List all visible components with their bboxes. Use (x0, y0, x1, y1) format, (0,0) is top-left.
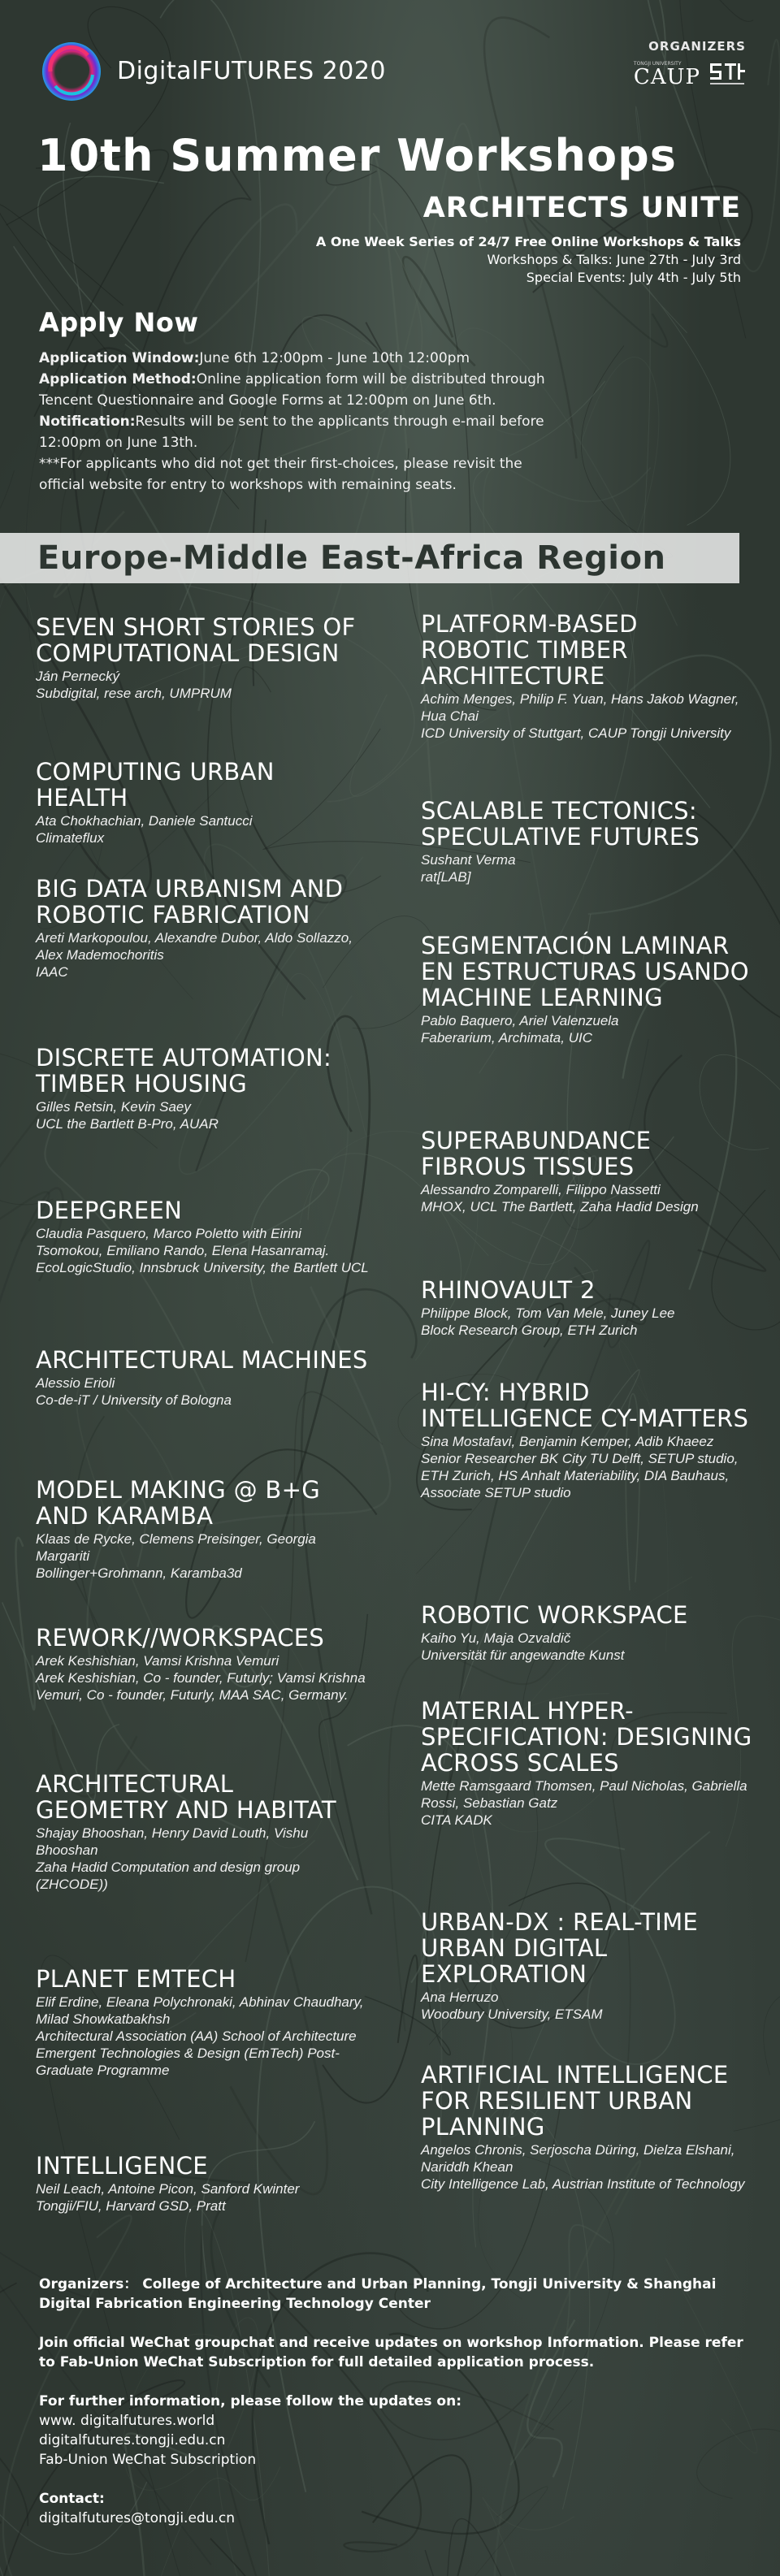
workshop-title: HI-CY: HYBRID INTELLIGENCE CY-MATTERS (421, 1379, 749, 1432)
workshop-authors: Claudia Pasquero, Marco Poletto with Eirini Tsomokou, Emiliano Rando, Elena Hasanramaj. EcoLogicStudio, Innsbruck University, the Bartlett UCL (36, 1226, 369, 1275)
right-workshop (421, 1128, 754, 1215)
right-workshop (421, 798, 754, 885)
footer-organizers: Organizers： College of Architecture and Urban Planning, Tongji University & Shanghai Digital Fabrication Engineering Technology Center (39, 2276, 717, 2312)
workshop-authors: Achim Menges, Philip F. Yuan, Hans Jakob Wagner, Hua Chai ICD University of Stuttgart, CAUP Tongji University (421, 691, 739, 741)
application-method (39, 369, 559, 411)
subtitle: ARCHITECTS UNITE (422, 192, 741, 224)
left-workshop (36, 1477, 369, 1582)
right-workshop (421, 1379, 754, 1501)
workshop-title: MODEL MAKING @ B+G AND KARAMBA (36, 1476, 320, 1530)
left-workshop (36, 2153, 369, 2214)
region-title: Europe-Middle East-Africa Region (37, 539, 666, 577)
workshop-title: BIG DATA URBANISM AND ROBOTIC FABRICATION (36, 875, 344, 929)
method-text: Online application form will be distributed through Tencent Questionnaire and Google Forms at 12:00pm on June 6th. (39, 371, 545, 409)
workshop-title: MATERIAL HYPER-SPECIFICATION: DESIGNING ACROSS SCALES (421, 1697, 752, 1777)
workshop-authors: Gilles Retsin, Kevin Saey UCL the Bartlett B-Pro, AUAR (36, 1099, 219, 1132)
window-text: June 6th 12:00pm - June 10th 12:00pm (199, 350, 470, 366)
right-workshop (421, 1602, 754, 1664)
texture-fiber (210, 2539, 294, 2576)
workshop-title: SEVEN SHORT STORIES OF COMPUTATIONAL DESIGN (36, 613, 356, 667)
right-workshop (421, 2062, 754, 2193)
workshop-title: REWORK//WORKSPACES (36, 1624, 325, 1652)
tagline-special: Special Events: July 4th - July 5th (526, 270, 741, 285)
method-label: Application Method: (39, 371, 197, 387)
workshop-authors: Arek Keshishian, Vamsi Krishna Vemuri Arek Keshishian, Co - founder, Futurly; Vamsi Krishna Vemuri, Co - founder, Futurly, MAA SAC, Germany. (36, 1653, 366, 1703)
workshop-authors: Areti Markopoulou, Alexandre Dubor, Aldo Sollazzo, Alex Mademochoritis IAAC (36, 930, 353, 980)
workshop-title: DEEPGREEN (36, 1197, 183, 1224)
footer-join: Join official WeChat groupchat and receive updates on workshop Information. Please refer to Fab-Union WeChat Subscription for full detailed application process. (39, 2335, 743, 2370)
caup-logo-text: CAUP (633, 65, 700, 89)
workshop-title: RHINOVAULT 2 (421, 1276, 596, 1304)
caup-logo-small: TONGJI UNIVERSITY (633, 61, 682, 67)
organizer-logos (634, 60, 746, 88)
workshop-authors: Philippe Block, Tom Van Mele, Juney Lee Block Research Group, ETH Zurich (421, 1305, 675, 1338)
workshop-authors: Pablo Baquero, Ariel Valenzuela Faberarium, Archimata, UIC (421, 1013, 619, 1046)
footer-link-tongji[interactable]: digitalfutures.tongji.edu.cn (39, 2432, 226, 2448)
left-workshop (36, 1771, 369, 1893)
workshop-authors: Neil Leach, Antoine Picon, Sanford Kwinter Tongji/FIU, Harvard GSD, Pratt (36, 2181, 300, 2214)
footer-info-heading: For further information, please follow the updates on: (39, 2393, 462, 2409)
right-workshop (421, 1698, 754, 1829)
workshop-title: PLANET EMTECH (36, 1965, 236, 1993)
tagline-series: A One Week Series of 24/7 Free Online Workshops & Talks (315, 234, 741, 249)
workshop-title: PLATFORM-BASED ROBOTIC TIMBER ARCHITECTURE (421, 610, 638, 690)
workshop-authors: Sushant Verma rat[LAB] (421, 852, 516, 885)
workshop-authors: Ana Herruzo Woodbury University, ETSAM (421, 1989, 603, 2022)
workshop-authors: Ján Pernecký Subdigital, rese arch, UMPRUM (36, 669, 232, 701)
workshop-title: URBAN-DX : REAL-TIME URBAN DIGITAL EXPLORATION (421, 1908, 699, 1988)
workshop-authors: Sina Mostafavi, Benjamin Kemper, Adib Khaeez Senior Researcher BK City TU Delft, SETUP studio, ETH Zurich, HS Anhalt Materiability, DIA Bauhaus, Associate SETUP studio (421, 1434, 739, 1500)
brand-name: DigitalFUTURES 2020 (117, 57, 387, 85)
workshop-authors: Angelos Chronis, Serjoscha Düring, Dielza Elshani, Nariddh Khean City Intelligence Lab, Austrian Institute of Technology (421, 2142, 745, 2192)
footer-info-lines (39, 2411, 746, 2470)
footer-contact-heading: Contact: (39, 2491, 105, 2507)
sfab-logo-icon (708, 60, 746, 88)
workshop-authors: Klaas de Rycke, Clemens Preisinger, Georgia Margariti Bollinger+Grohmann, Karamba3d (36, 1531, 316, 1581)
workshop-authors: Shajay Bhooshan, Henry David Louth, Vishu Bhooshan Zaha Hadid Computation and design group (ZHCODE)) (36, 1825, 309, 1892)
workshop-authors: Alessandro Zomparelli, Filippo Nassetti MHOX, UCL The Bartlett, Zaha Hadid Design (421, 1182, 699, 1214)
workshop-title: ARCHITECTURAL MACHINES (36, 1346, 368, 1374)
tagline-dates: Workshops & Talks: June 27th - July 3rd (487, 252, 741, 267)
left-workshop (36, 1625, 369, 1704)
left-workshop (36, 614, 369, 702)
brand-row (39, 39, 746, 104)
right-workshop (421, 1277, 754, 1339)
tagline (316, 233, 741, 287)
footer-link-website[interactable]: www. digitalfutures.world (39, 2413, 215, 2429)
digitalfutures-logo-icon (39, 39, 104, 104)
workshop-title: SCALABLE TECTONICS: SPECULATIVE FUTURES (421, 797, 700, 851)
left-workshop (36, 1197, 369, 1276)
notification-label: Notification: (39, 413, 136, 430)
workshop-authors: Mette Ramsgaard Thomsen, Paul Nicholas, Gabriella Rossi, Sebastian Gatz CITA KADK (421, 1778, 748, 1828)
workshop-title: ARTIFICIAL INTELLIGENCE FOR RESILIENT URBAN PLANNING (421, 2061, 729, 2141)
window-label: Application Window: (39, 350, 200, 366)
workshop-authors: Elif Erdine, Eleana Polychronaki, Abhinav Chaudhary, Milad Showkatbakhsh Architectural Association (AA) School of Architecture Emergent Technologies & Design (EmTech) Post-Graduate Programme (36, 1994, 364, 2078)
application-note: ***For applicants who did not get their first-choices, please revisit the official website for entry to workshops with remaining seats. (39, 456, 522, 493)
right-workshop (421, 1909, 754, 2023)
texture-fiber (0, 582, 41, 1158)
main-title: 10th Summer Workshops (37, 130, 677, 181)
caup-logo (634, 62, 700, 88)
footer-contact-email[interactable]: digitalfutures@tongji.edu.cn (39, 2510, 235, 2526)
workshop-authors: Kaiho Yu, Maja Ozvaldič Universität für angewandte Kunst (421, 1630, 625, 1663)
left-workshop (36, 1045, 369, 1132)
right-workshop (421, 933, 754, 1046)
workshop-title: ARCHITECTURAL GEOMETRY AND HABITAT (36, 1770, 336, 1824)
workshop-title: DISCRETE AUTOMATION: TIMBER HOUSING (36, 1044, 332, 1098)
organizers-block (634, 39, 746, 88)
left-workshop (36, 876, 369, 981)
footer-wechat: Fab-Union WeChat Subscription (39, 2452, 257, 2468)
texture-fiber (15, 1538, 34, 1710)
workshop-title: ROBOTIC WORKSPACE (421, 1601, 688, 1629)
apply-heading: Apply Now (39, 307, 199, 338)
right-workshop (421, 611, 754, 742)
texture-fiber (581, 345, 672, 558)
left-workshop (36, 759, 369, 846)
workshop-title: SUPERABUNDANCE FIBROUS TISSUES (421, 1127, 652, 1180)
workshop-title: COMPUTING URBAN HEALTH (36, 758, 275, 812)
left-workshop (36, 1347, 369, 1409)
notification-text: Results will be sent to the applicants through e-mail before 12:00pm on June 13th. (39, 413, 544, 451)
workshop-title: INTELLIGENCE (36, 2152, 208, 2180)
application-window (39, 348, 559, 369)
apply-section (39, 307, 559, 496)
workshop-authors: Alessio Erioli Co-de-iT / University of Bologna (36, 1375, 232, 1408)
region-banner (0, 533, 739, 583)
organizers-label: ORGANIZERS (648, 39, 746, 54)
workshop-title: SEGMENTACIÓN LAMINAR EN ESTRUCTURAS USANDO MACHINE LEARNING (421, 932, 749, 1011)
footer (39, 2275, 746, 2528)
left-workshop (36, 1966, 369, 2079)
workshop-authors: Ata Chokhachian, Daniele Santucci Climateflux (36, 813, 253, 846)
application-notification (39, 411, 559, 453)
